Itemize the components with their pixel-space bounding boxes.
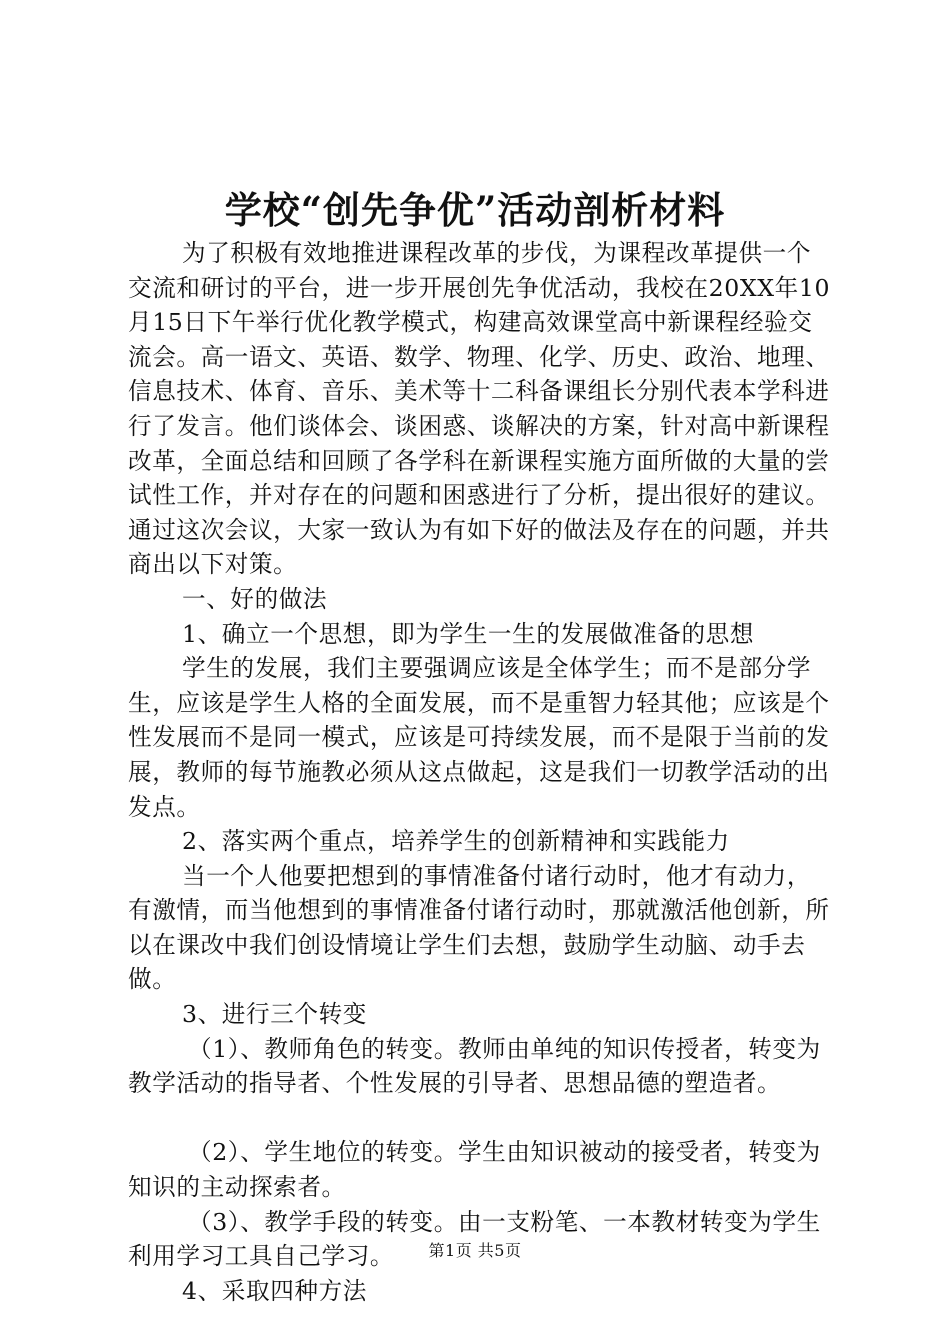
- point-4-heading: 4、采取四种方法: [182, 1276, 367, 1305]
- point-2-heading: 2、落实两个重点，培养学生的创新精神和实践能力: [182, 827, 730, 856]
- intro-paragraph: 为了积极有效地推进课程改革的步伐，为课程改革提供一个交流和研讨的平台，进一步开展创先争优活动，我校在20XX年10月15日下午举行优化教学模式，构建高效课堂高中新课程经验交流会。高一语文、英语、数学、物理、化学、历史、政治、地理、信息技术、体育、音乐、美术等十二科备课组长分别代表本学科进行了发言。他们谈体会、谈困惑、谈解决的方案，针对高中新课程改革，全面总结和回顾了各学科在新课程实施方面所做的大量的尝试性工作，并对存在的问题和困惑进行了分析，提出很好的建议。通过这次会议，大家一致认为有如下好的做法及存在的问题，并共商出以下对策。: [128, 239, 831, 579]
- page-number: 第1页 共5页: [428, 1241, 522, 1260]
- point-2-paragraph: 当一个人他要把想到的事情准备付诸行动时，他才有动力，有激情，而当他想到的事情准备付诸行动时，那就激活他创新，所以在课改中我们创设情境让学生们去想，鼓励学生动脑、动手去做。: [128, 861, 830, 994]
- change-2-paragraph: （2）、学生地位的转变。学生由知识被动的接受者，转变为知识的主动探索者。: [128, 1138, 821, 1202]
- document-title: 学校“创先争优”活动剖析材料: [224, 188, 726, 232]
- document-body: [128, 236, 833, 1308]
- section-heading-good-practices: 一、好的做法: [182, 584, 328, 613]
- change-3-paragraph: （3）、教学手段的转变。由一支粉笔、一本教材转变为学生利用学习工具自己学习。: [128, 1207, 821, 1271]
- point-1-heading: 1、确立一个思想，即为学生一生的发展做准备的思想: [182, 619, 755, 648]
- change-1-paragraph: （1）、教师角色的转变。教师由单纯的知识传授者，转变为教学活动的指导者、个性发展的引导者、思想品德的塑造者。: [128, 1034, 821, 1098]
- point-3-heading: 3、进行三个转变: [182, 1000, 367, 1029]
- point-1-paragraph: 学生的发展，我们主要强调应该是全体学生；而不是部分学生，应该是学生人格的全面发展，而不是重智力轻其他；应该是个性发展而不是同一模式，应该是可持续发展，而不是限于当前的发展，教师的每节施教必须从这点做起，这是我们一切教学活动的出发点。: [128, 654, 830, 821]
- paragraph-spacer: [128, 1101, 833, 1136]
